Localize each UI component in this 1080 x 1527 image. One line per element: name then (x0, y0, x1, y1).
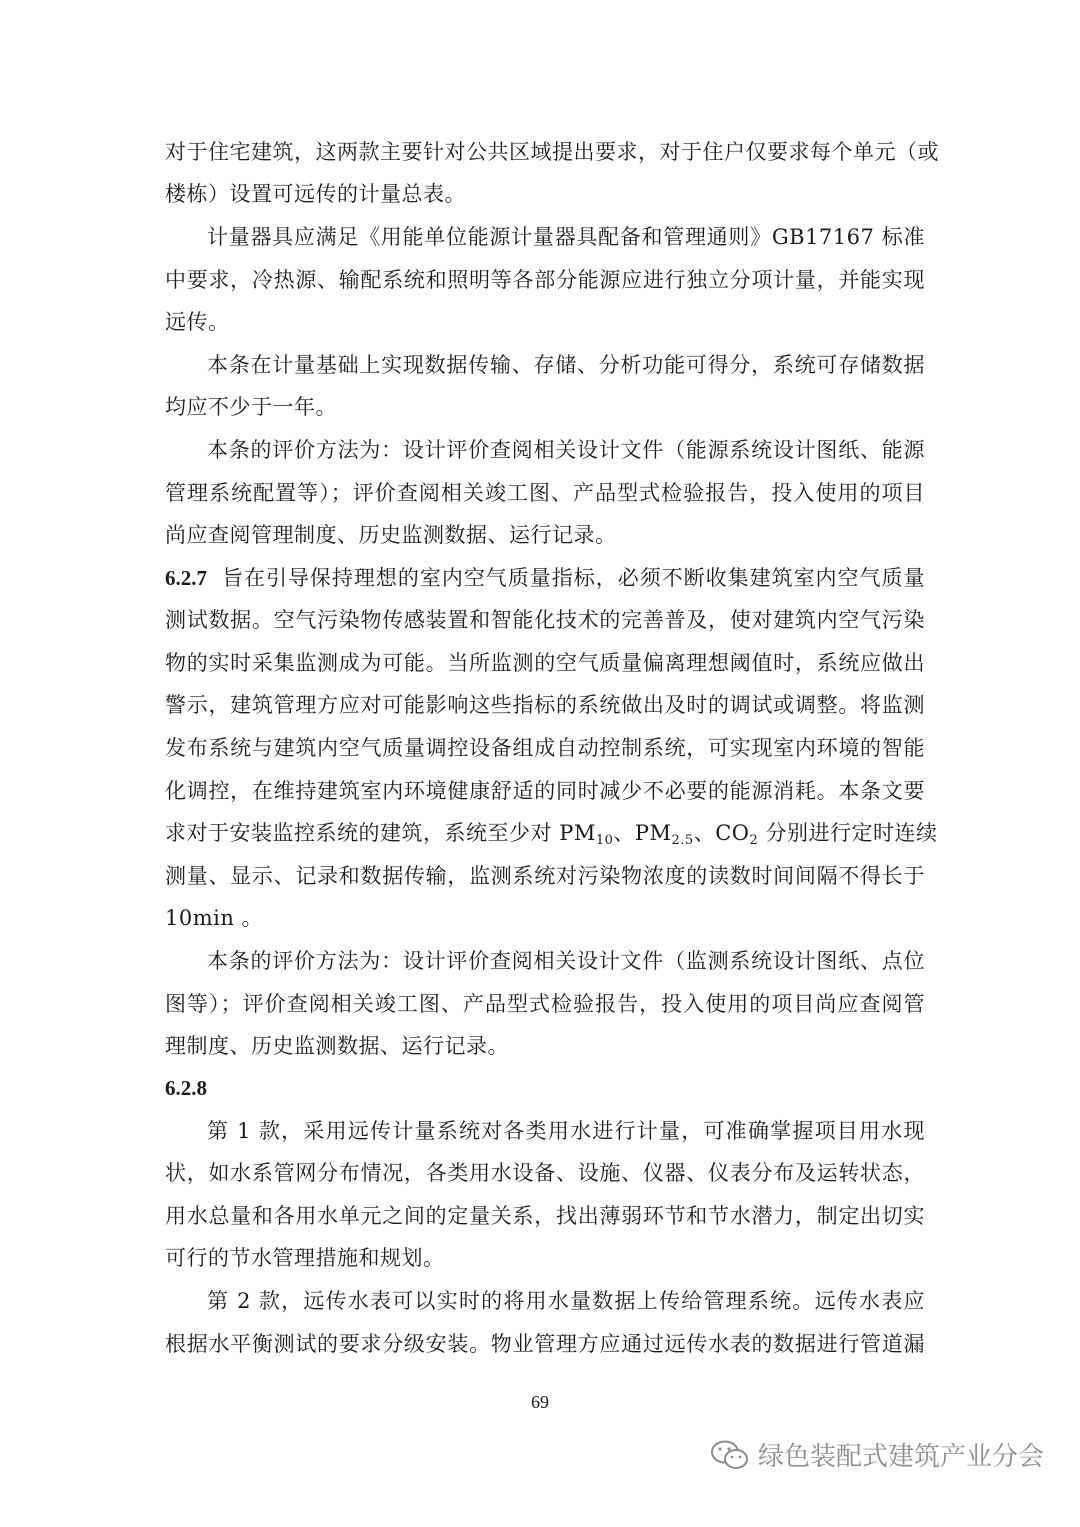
text-line: 根据水平衡测试的要求分级安装。物业管理方应通过远传水表的数据进行管道漏 (165, 1332, 925, 1356)
text-line: 测量、显示、记录和数据传输，监测系统对污染物浓度的读数时间间隔不得长于 (165, 864, 925, 888)
text-line: 本条在计量基础上实现数据传输、存储、分析功能可得分，系统可存储数据 (207, 353, 925, 377)
text-line: 旨在引导保持理想的室内空气质量指标，必须不断收集建筑室内空气质量 (222, 566, 925, 590)
text-line: 本条的评价方法为：设计评价查阅相关设计文件（监测系统设计图纸、点位 (207, 949, 925, 973)
text-line: 计量器具应满足《用能单位能源计量器具配备和管理通则》GB17167 标准 (207, 225, 925, 249)
text-line: 状，如水系管网分布情况，各类用水设备、设施、仪器、仪表分布及运转状态， (165, 1161, 925, 1185)
text-line: 本条的评价方法为：设计评价查阅相关设计文件（能源系统设计图纸、能源 (207, 438, 925, 462)
pm-label: PM (634, 821, 672, 845)
text-line: 可行的节水管理措施和规划。 (165, 1246, 445, 1270)
co2-label: CO (715, 821, 750, 845)
text-line: 楼栋）设置可远传的计量总表。 (165, 182, 466, 206)
watermark (710, 1436, 1044, 1473)
separator: 、 (613, 821, 635, 845)
section-number: 6.2.7 (165, 566, 207, 590)
text-line: 测试数据。空气污染物传感装置和智能化技术的完善普及，使对建筑内空气污染 (165, 608, 925, 632)
text-line: 第 1 款，采用远传计量系统对各类用水进行计量，可准确掌握项目用水现 (207, 1119, 925, 1143)
watermark-text: 绿色装配式建筑产业分会 (757, 1442, 1044, 1472)
text-line: 物的实时采集监测成为可能。当所监测的空气质量偏离理想阈值时，系统应做出 (165, 651, 925, 675)
text-line: 远传。 (165, 310, 230, 334)
text-line: 图等）；评价查阅相关竣工图、产品型式检验报告，投入使用的项目尚应查阅管 (165, 992, 925, 1016)
text-segment: 分别进行定时连续 (758, 821, 938, 845)
page-number: 69 (531, 1392, 549, 1412)
text-line: 对于住宅建筑，这两款主要针对公共区域提出要求，对于住户仅要求每个单元（或 (165, 140, 939, 164)
text-line: 中要求，冷热源、输配系统和照明等各部分能源应进行独立分项计量，并能实现 (165, 268, 925, 292)
wechat-icon (710, 1438, 750, 1472)
section-number: 6.2.8 (165, 1076, 207, 1100)
separator: 、 (693, 821, 716, 845)
pm10-subscript: 10 (595, 833, 614, 848)
text-line: 第 2 款，远传水表可以实时的将用水量数据上传给管理系统。远传水表应 (207, 1289, 925, 1313)
text-line: 理制度、历史监测数据、运行记录。 (165, 1034, 509, 1058)
text-line: 尚应查阅管理制度、历史监测数据、运行记录。 (165, 523, 617, 547)
pm-label: PM (559, 821, 596, 845)
text-line: 警示，建筑管理方应对可能影响这些指标的系统做出及时的调试或调整。将监测 (165, 693, 925, 717)
text-line: 用水总量和各用水单元之间的定量关系，找出薄弱环节和节水潜力，制定出切实 (165, 1204, 925, 1228)
co2-subscript: 2 (749, 833, 759, 848)
text-line: 管理系统配置等）；评价查阅相关竣工图、产品型式检验报告，投入使用的项目 (165, 481, 925, 505)
text-line: 均应不少于一年。 (165, 395, 337, 419)
text-line: 发布系统与建筑内空气质量调控设备组成自动控制系统，可实现室内环境的智能 (165, 736, 925, 760)
text-line-pm (165, 818, 938, 848)
pm25-subscript: 2.5 (671, 833, 694, 848)
text-line: 10min 。 (165, 906, 264, 930)
text-line: 化调控，在维持建筑室内环境健康舒适的同时减少不必要的能源消耗。本条文要 (165, 779, 925, 803)
text-segment: 求对于安装监控系统的建筑，系统至少对 (165, 821, 560, 845)
